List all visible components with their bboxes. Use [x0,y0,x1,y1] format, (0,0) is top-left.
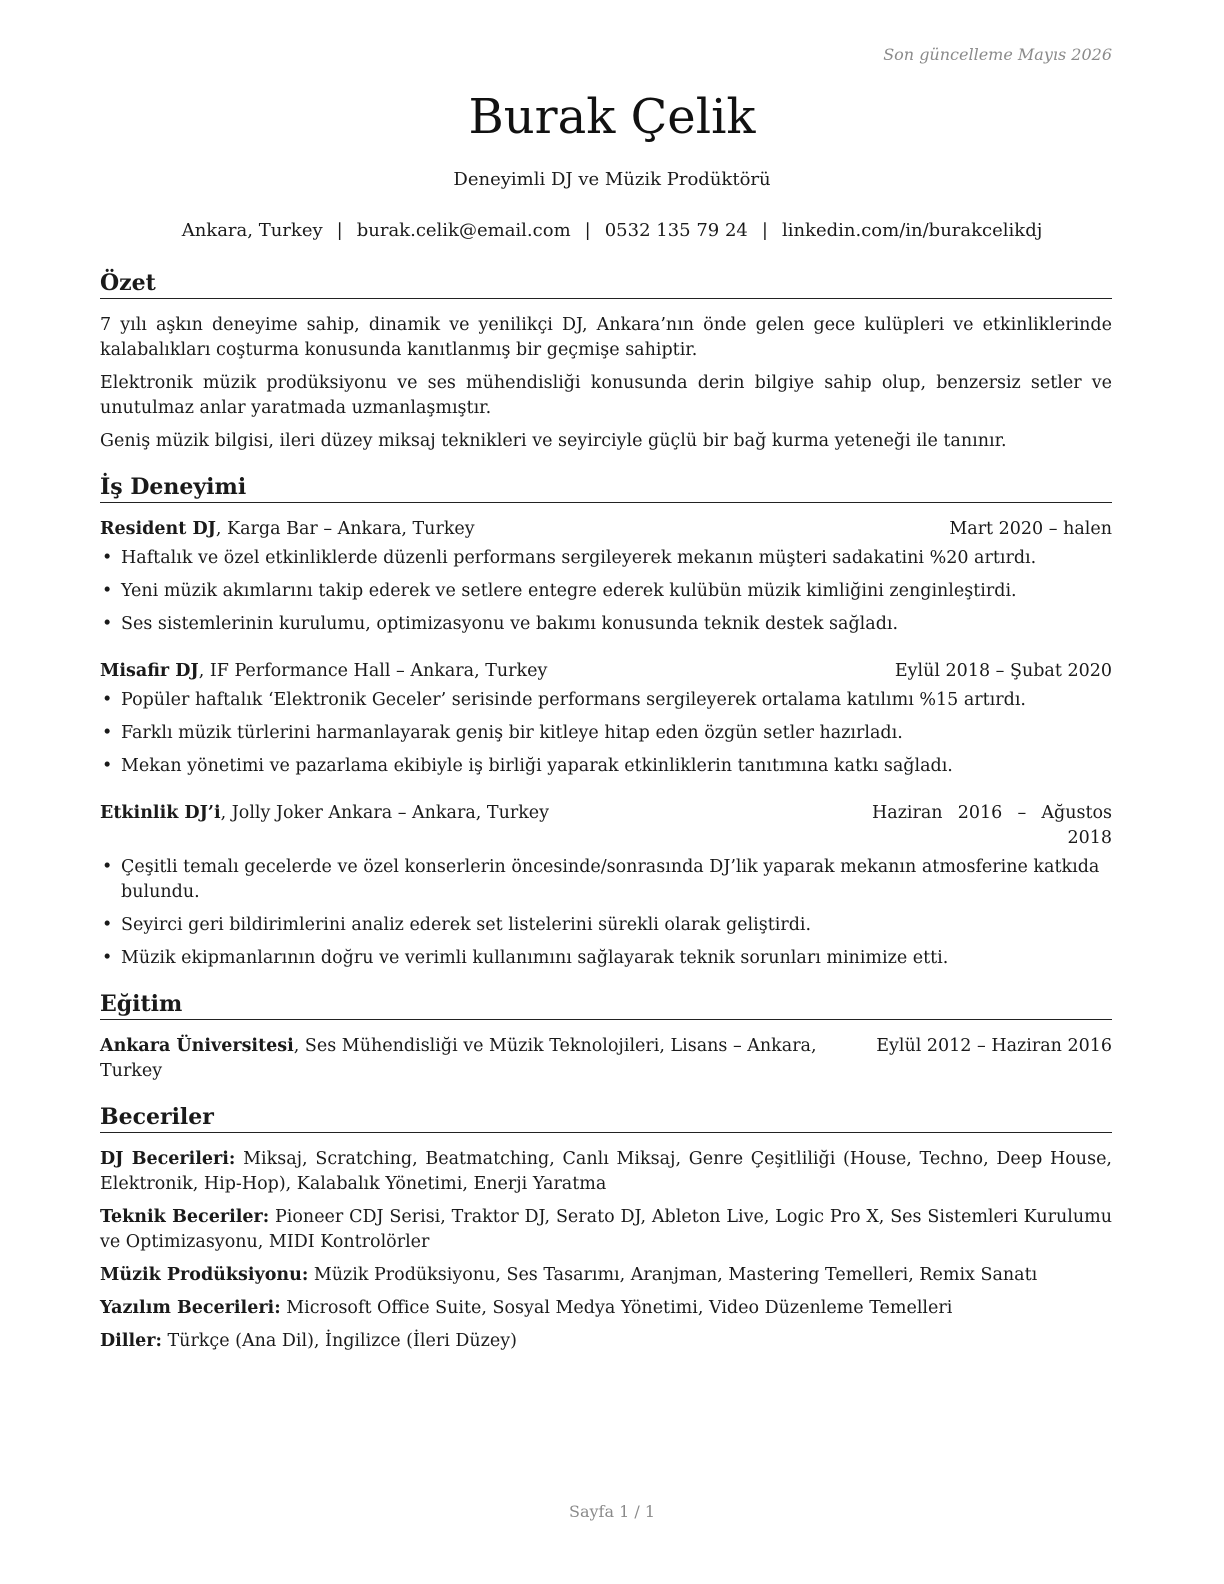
skill-value: Pioneer CDJ Serisi, Traktor DJ, Serato DJ, Ableton Live, Logic Pro X, Ses Sistemleri Kurulumu ve Optimizasyonu, MIDI Kontrolörler [100,1207,1112,1252]
contact-location: Ankara, Turkey [181,220,323,241]
job-entry [100,801,1112,971]
job-bullets [100,688,1112,779]
skill-label: Diller: [100,1331,162,1351]
skill-line [100,1147,1112,1197]
job-bullet: • Seyirci geri bildirimlerini analiz ederek set listelerini sürekli olarak geliştirdi. [100,913,1112,938]
job-entry [100,659,1112,779]
job-role: Etkinlik DJ’i [100,803,221,823]
job-place: , IF Performance Hall – Ankara, Turkey [198,661,548,681]
job-bullet: • Çeşitli temalı gecelerde ve özel konserlerin öncesinde/sonrasında DJ’lik yaparak mekanın atmosferine katkıda bulundu. [100,855,1112,905]
job-bullet: • Mekan yönetimi ve pazarlama ekibiyle iş birliği yaparak etkinliklerin tanıtımına katkı sağladı. [100,754,1112,779]
skill-label: Yazılım Becerileri: [100,1298,281,1318]
job-bullet: • Müzik ekipmanlarının doğru ve verimli kullanımını sağlayarak teknik sorunları minimize etti. [100,946,1112,971]
skill-label: Teknik Beceriler: [100,1207,270,1227]
skill-label: DJ Becerileri: [100,1149,236,1169]
job-bullet: • Farklı müzik türlerini harmanlayarak geniş bir kitleye hitap eden özgün setler hazırladı. [100,721,1112,746]
summary-paragraph: Geniş müzik bilgisi, ileri düzey miksaj teknikleri ve seyirciyle güçlü bir bağ kurma yeteneği ile tanınır. [100,431,1007,451]
contact-phone: 0532 135 79 24 [604,220,748,241]
education-dates: Eylül 2012 – Haziran 2016 [876,1036,1112,1056]
education-entry [100,1034,1112,1084]
skill-value: Miksaj, Scratching, Beatmatching, Canlı Miksaj, Genre Çeşitliliği (House, Techno, Deep House, Elektronik, Hip-Hop), Kalabalık Yönetimi, Enerji Yaratma [100,1149,1112,1194]
job-entry [100,517,1112,637]
job-dates: Mart 2020 – halen [949,519,1112,539]
summary-heading: Özet [100,268,1112,299]
skill-line [100,1263,1112,1288]
job-bullet: • Ses sistemlerinin kurulumu, optimizasyonu ve bakımı konusunda teknik destek sağladı. [100,612,1112,637]
contact-separator: | [336,220,343,241]
job-title: Deneyimli DJ ve Müzik Prodüktörü [453,169,771,190]
contact-email[interactable]: burak.celik@email.com [356,220,571,241]
skill-line [100,1329,1112,1354]
degree-detail: , Ses Mühendisliği ve Müzik Teknolojileri, Lisans – Ankara, Turkey [100,1036,817,1081]
summary-paragraph: Elektronik müzik prodüksiyonu ve ses mühendisliği konusunda derin bilgiye sahip olup, benzersiz setler ve unutulmaz anlar yaratmada uzmanlaşmıştır. [100,373,1112,418]
summary-paragraph: 7 yılı aşkın deneyime sahip, dinamik ve yenilikçi DJ, Ankara’nın önde gelen gece kulüpleri ve etkinliklerinde kalabalıkları coşturma konusunda kanıtlanmış bir geçmişe sahiptir. [100,315,1112,360]
job-place: , Jolly Joker Ankara – Ankara, Turkey [220,803,550,823]
education-heading: Eğitim [100,989,1112,1020]
job-bullet: • Haftalık ve özel etkinliklerde düzenli performans sergileyerek mekanın müşteri sadakatini %20 artırdı. [100,546,1112,571]
last-updated: Son güncelleme Mayıs 2026 [883,45,1112,64]
school-name: Ankara Üniversitesi [100,1036,294,1056]
contact-line [0,219,1224,243]
experience-heading: İş Deneyimi [100,472,1112,503]
skill-value: Müzik Prodüksiyonu, Ses Tasarımı, Aranjman, Mastering Temelleri, Remix Sanatı [308,1265,1038,1285]
skill-label: Müzik Prodüksiyonu: [100,1265,309,1285]
job-bullet: • Yeni müzik akımlarını takip ederek ve setlere entegre ederek kulübün müzik kimliğini zenginleştirdi. [100,579,1112,604]
job-dates: Haziran 2016 – Ağustos 2018 [872,803,1112,848]
job-bullets [100,546,1112,637]
page-number: Sayfa 1 / 1 [568,1502,655,1521]
job-bullet: • Popüler haftalık ‘Elektronik Geceler’ serisinde performans sergileyerek ortalama katılımı %15 artırdı. [100,688,1112,713]
skill-value: Microsoft Office Suite, Sosyal Medya Yönetimi, Video Düzenleme Temelleri [280,1298,953,1318]
job-role: Resident DJ [100,519,216,539]
resume-content [100,268,1112,1354]
contact-separator: | [761,220,768,241]
contact-separator: | [584,220,591,241]
job-place: , Karga Bar – Ankara, Turkey [215,519,475,539]
skill-value: Türkçe (Ana Dil), İngilizce (İleri Düzey) [161,1331,517,1351]
job-bullets [100,855,1112,971]
skills-heading: Beceriler [100,1102,1112,1133]
skill-line [100,1205,1112,1255]
job-header [100,801,1112,851]
person-name: Burak Çelik [468,89,756,145]
job-header [100,517,1112,542]
job-role: Misafir DJ [100,661,199,681]
summary-section [100,313,1112,454]
job-dates: Eylül 2018 – Şubat 2020 [894,661,1112,681]
contact-linkedin[interactable]: linkedin.com/in/burakcelikdj [781,220,1043,241]
skills-section [100,1147,1112,1354]
skill-line [100,1296,1112,1321]
job-header [100,659,1112,684]
